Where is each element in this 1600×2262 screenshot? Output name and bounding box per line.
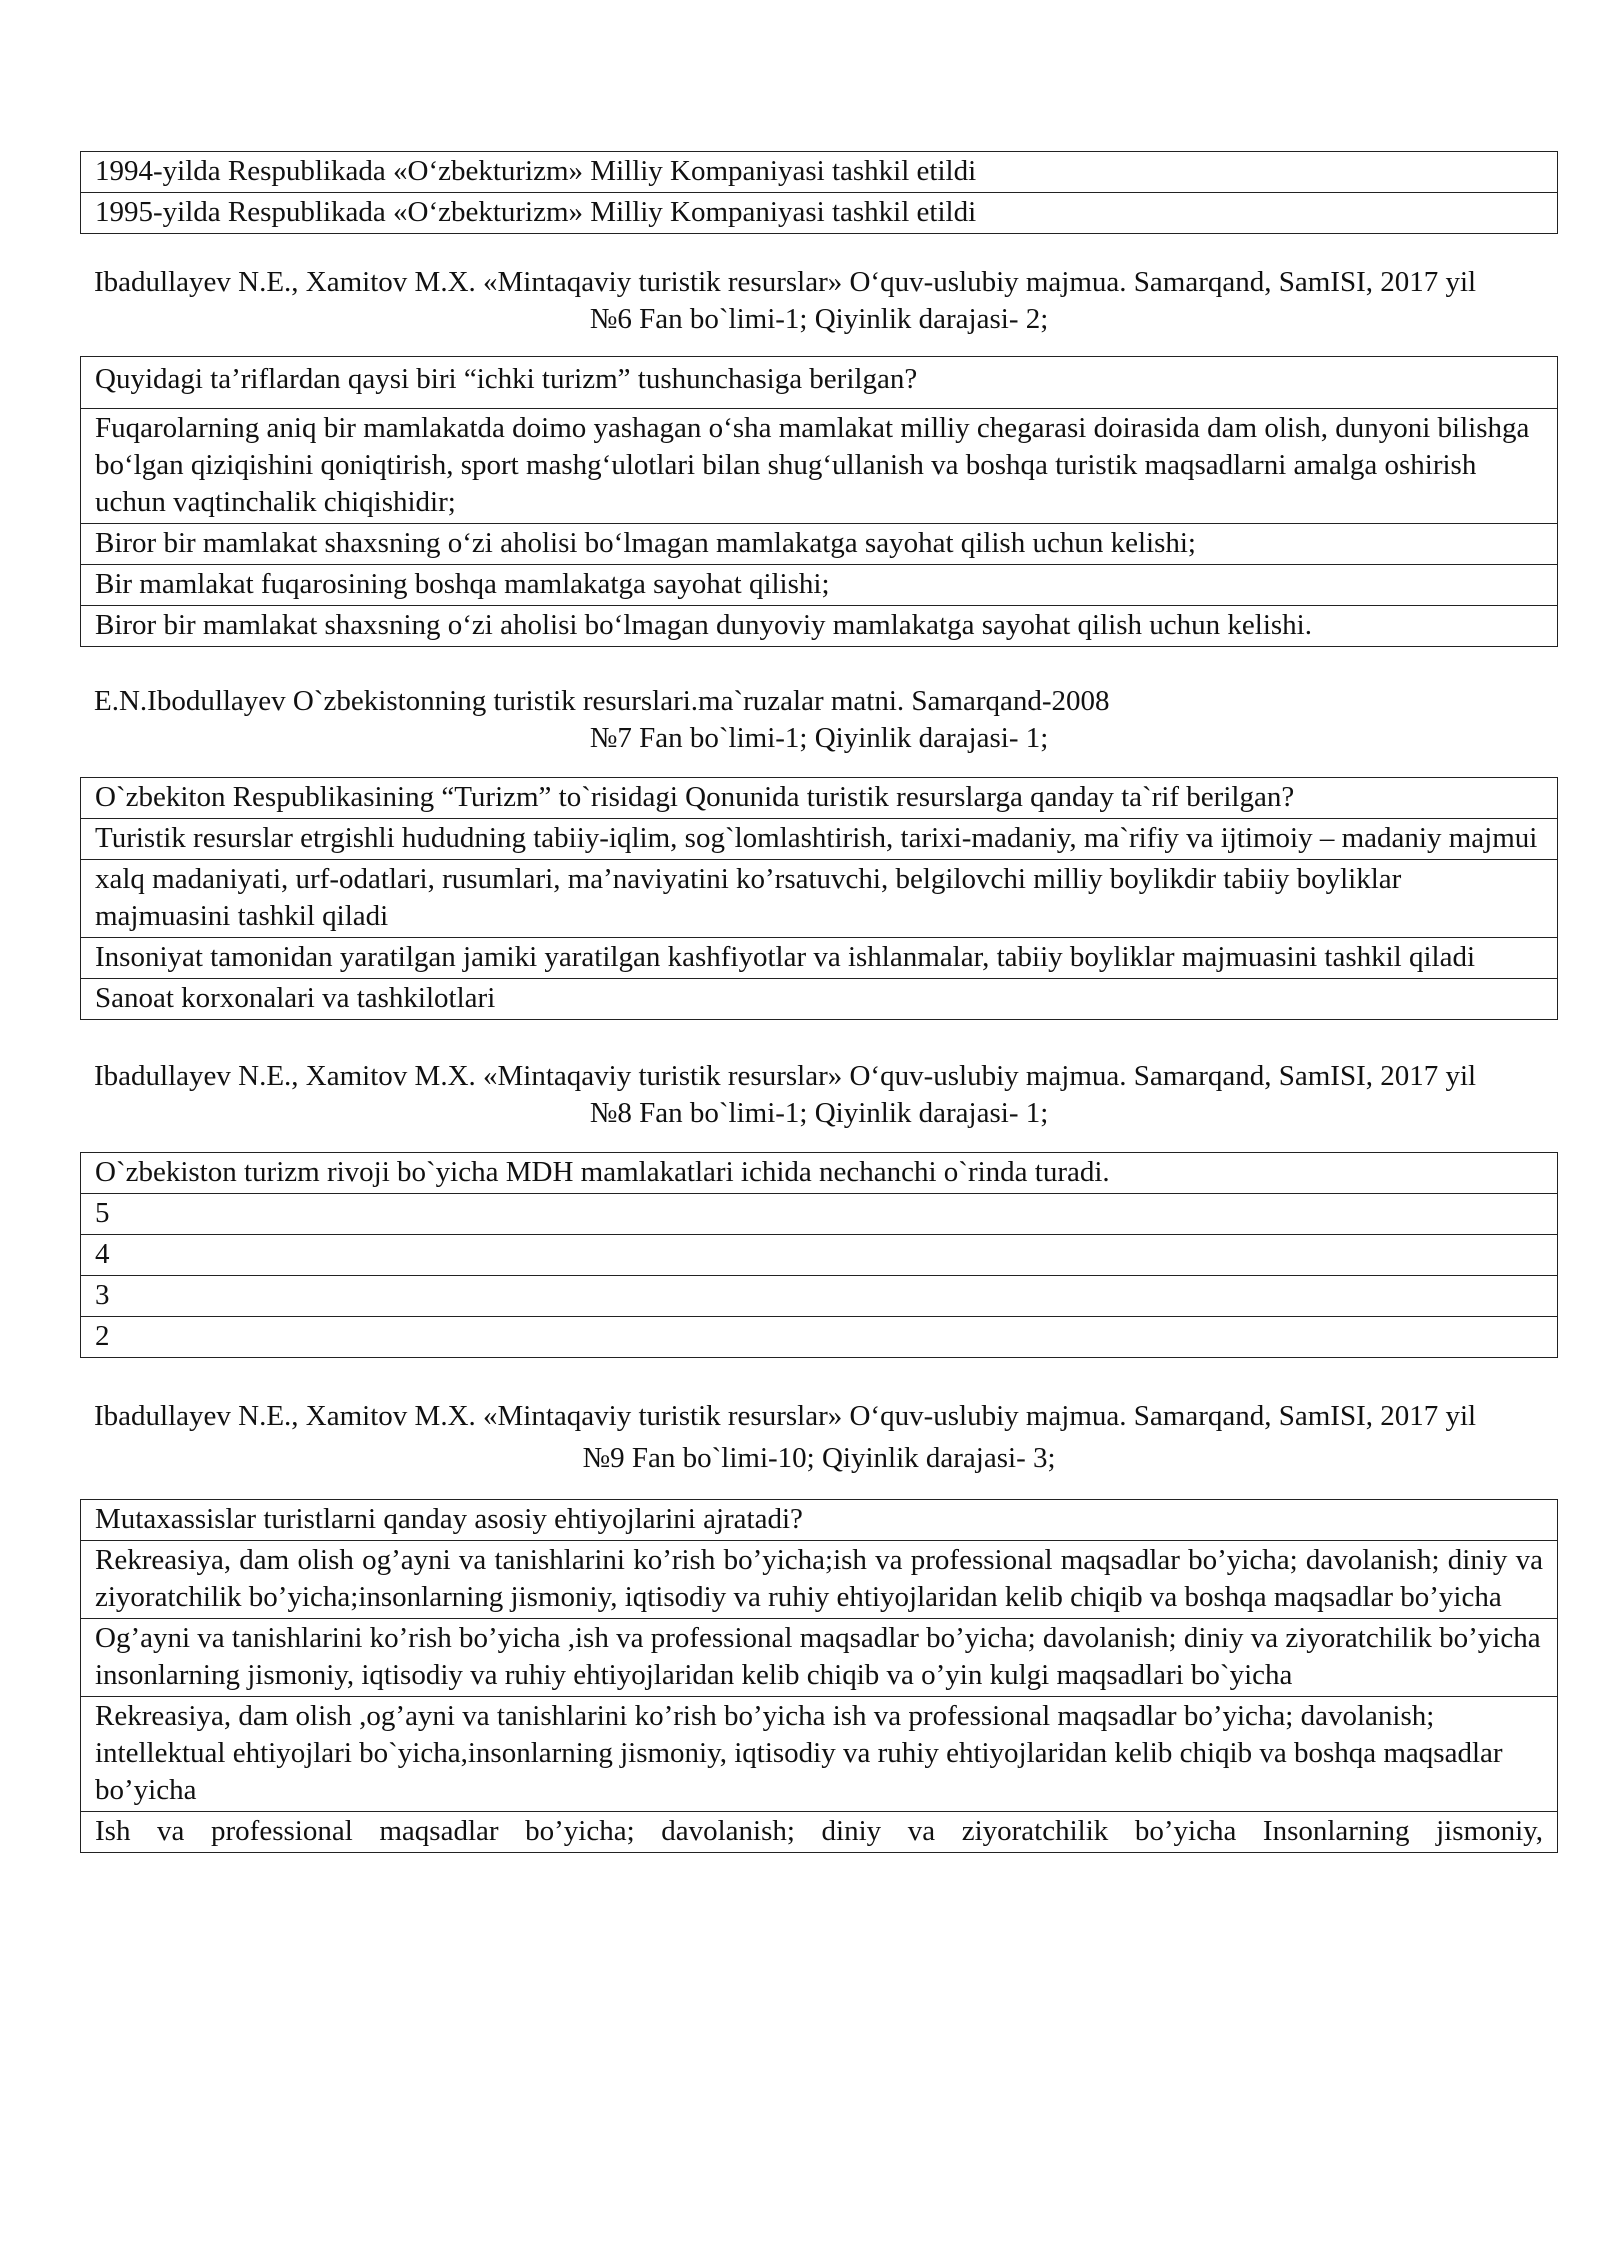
question-table-9 [80,1499,1558,1853]
answer-cell: Insoniyat tamonidan yaratilgan jamiki yaratilgan kashfiyotlar va ishlanmalar, tabiiy boyliklar majmuasini tashkil qiladi [81,938,1558,979]
table-row [81,979,1558,1020]
answer-table-prev [80,151,1558,234]
question-table-8 [80,1152,1558,1358]
table-row [81,357,1558,409]
table-row [81,1697,1558,1812]
table-row [81,819,1558,860]
question-cell: Mutaxassislar turistlarni qanday asosiy ehtiyojlarini ajratadi? [81,1500,1558,1541]
table-row [81,1619,1558,1697]
table-row [81,1541,1558,1619]
question-cell: O`zbekiston turizm rivoji bo`yicha MDH mamlakatlari ichida nechanchi o`rinda turadi. [81,1153,1558,1194]
source-reference: Ibadullayev N.E., Xamitov M.X. «Mintaqaviy turistik resurslar» O‘quv-uslubiy majmua. Samarqand, SamISI, 2017 yil [94,266,1477,298]
table-row [81,1153,1558,1194]
table-row [81,1317,1558,1358]
answer-cell: 2 [81,1317,1558,1358]
question-cell: Quyidagi ta’riflardan qaysi biri “ichki turizm” tushunchasiga berilgan? [81,357,1558,409]
table-row [81,606,1558,647]
table-row [81,938,1558,979]
table-row [81,524,1558,565]
answer-cell: Ish va professional maqsadlar bo’yicha; davolanish; diniy va ziyoratchilik bo’yicha Insonlarning jismoniy, [81,1812,1558,1853]
question-meta: №6 Fan bo`limi-1; Qiyinlik darajasi- 2; [589,303,1049,335]
answer-cell: Fuqarolarning aniq bir mamlakatda doimo yashagan o‘sha mamlakat milliy chegarasi doirasida dam olish, dunyoni bilishga bo‘lgan qiziqishini qoniqtirish, sport mashg‘ulotlari bilan shug‘ullanish va boshqa turistik maqsadlarni amalga oshirish uchun vaqtinchalik chiqishidir; [81,409,1558,524]
answer-cell: Sanoat korxonalari va tashkilotlari [81,979,1558,1020]
answer-cell: Og’ayni va tanishlarini ko’rish bo’yicha ,ish va professional maqsadlar bo’yicha; davolanish; diniy va ziyoratchilik bo’yicha insonlarning jismoniy, iqtisodiy va ruhiy ehtiyojlaridan kelib chiqib va o’yin kulgi maqsadlari bo`yicha [81,1619,1558,1697]
answer-cell: 4 [81,1235,1558,1276]
source-reference: Ibadullayev N.E., Xamitov M.X. «Mintaqaviy turistik resurslar» O‘quv-uslubiy majmua. Samarqand, SamISI, 2017 yil [94,1060,1477,1092]
answer-cell: Rekreasiya, dam olish ,og’ayni va tanishlarini ko’rish bo’yicha ish va professional maqsadlar bo’yicha; davolanish; intellektual ehtiyojlari bo`yicha,insonlarning jismoniy, iqtisodiy va ruhiy ehtiyojlaridan kelib chiqib va boshqa maqsadlar bo’yicha [81,1697,1558,1812]
table-row [81,1194,1558,1235]
answer-cell: 3 [81,1276,1558,1317]
answer-cell: 1995-yilda Respublikada «O‘zbekturizm» Milliy Kompaniyasi tashkil etildi [81,193,1558,234]
table-row [81,193,1558,234]
table-row [81,409,1558,524]
table-row [81,1276,1558,1317]
answer-cell: xalq madaniyati, urf-odatlari, rusumlari, ma’naviyatini ko’rsatuvchi, belgilovchi milliy boylikdir tabiiy boyliklar majmuasini tashkil qiladi [81,860,1558,938]
question-meta: №7 Fan bo`limi-1; Qiyinlik darajasi- 1; [589,722,1049,754]
table-row [81,1500,1558,1541]
table-row [81,860,1558,938]
answer-cell: Turistik resurslar etrgishli hududning tabiiy-iqlim, sog`lomlashtirish, tarixi-madaniy, ma`rifiy va ijtimoiy – madaniy majmui [81,819,1558,860]
table-row [81,565,1558,606]
answer-cell: Bir mamlakat fuqarosining boshqa mamlakatga sayohat qilishi; [81,565,1558,606]
question-table-6 [80,356,1558,647]
question-cell: O`zbekiton Respublikasining “Turizm” to`risidagi Qonunida turistik resurslarga qanday ta`rif berilgan? [81,778,1558,819]
answer-cell: Biror bir mamlakat shaxsning o‘zi aholisi bo‘lmagan mamlakatga sayohat qilish uchun kelishi; [81,524,1558,565]
answer-cell: Biror bir mamlakat shaxsning o‘zi aholisi bo‘lmagan dunyoviy mamlakatga sayohat qilish uchun kelishi. [81,606,1558,647]
question-table-7 [80,777,1558,1020]
table-row [81,152,1558,193]
table-row [81,1235,1558,1276]
document-page [80,151,1558,1853]
source-reference: E.N.Ibodullayev O`zbekistonning turistik resurslari.ma`ruzalar matni. Samarqand-2008 [94,685,1110,717]
answer-cell: Rekreasiya, dam olish og’ayni va tanishlarini ko’rish bo’yicha;ish va professional maqsadlar bo’yicha; davolanish; diniy va ziyoratchilik bo’yicha;insonlarning jismoniy, iqtisodiy va ruhiy ehtiyojlaridan kelib chiqib va boshqa maqsadlar bo’yicha [81,1541,1558,1619]
answer-cell: 5 [81,1194,1558,1235]
table-row [81,1812,1558,1853]
question-meta: №9 Fan bo`limi-10; Qiyinlik darajasi- 3; [582,1442,1056,1474]
question-meta: №8 Fan bo`limi-1; Qiyinlik darajasi- 1; [589,1097,1049,1129]
source-reference: Ibadullayev N.E., Xamitov M.X. «Mintaqaviy turistik resurslar» O‘quv-uslubiy majmua. Samarqand, SamISI, 2017 yil [94,1400,1477,1432]
answer-cell: 1994-yilda Respublikada «O‘zbekturizm» Milliy Kompaniyasi tashkil etildi [81,152,1558,193]
table-row [81,778,1558,819]
